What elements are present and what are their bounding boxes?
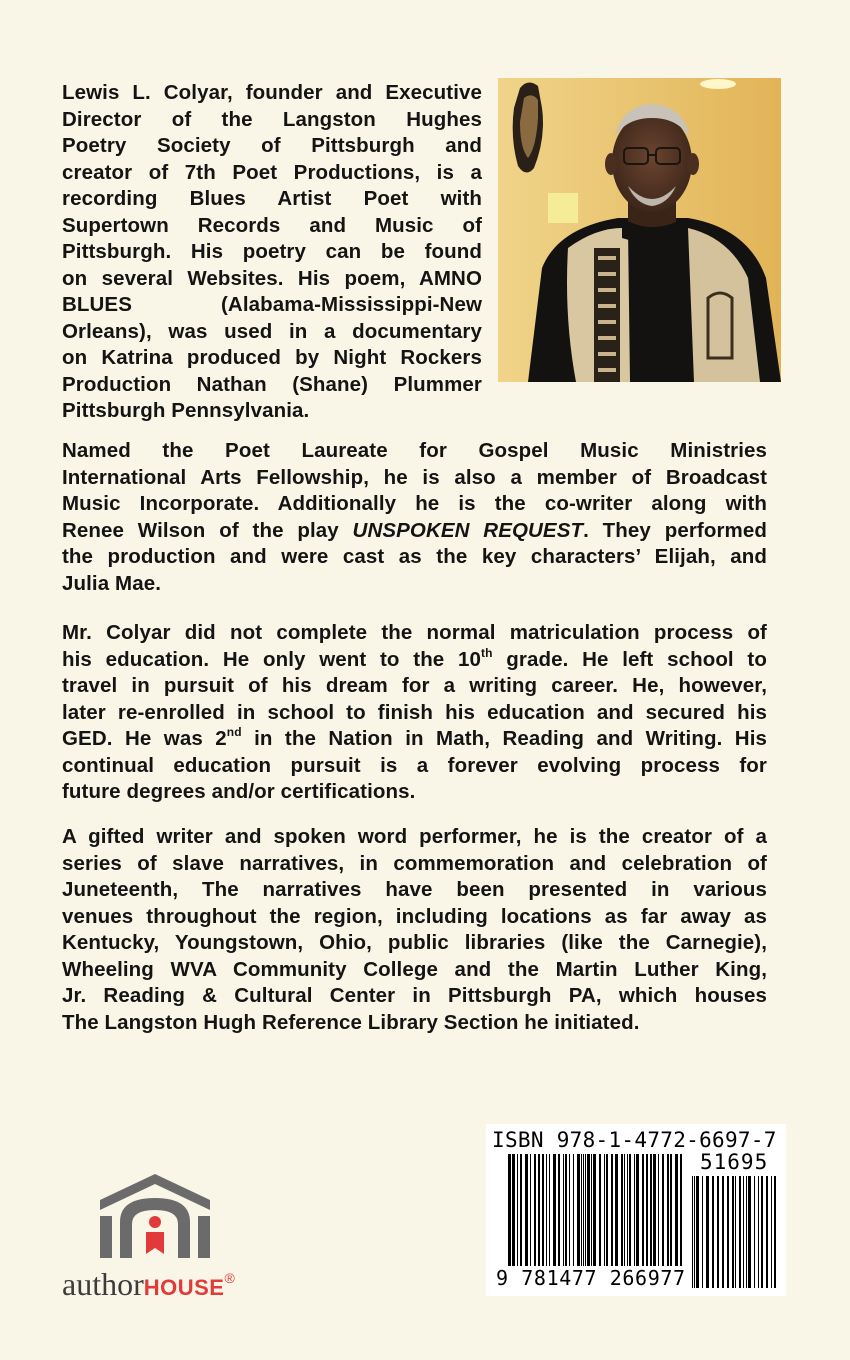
text-line: Juneteenth, The narratives have been presented in various — [62, 878, 767, 901]
barcode-bar — [761, 1176, 763, 1288]
text-line: Poetry Society of Pittsburgh and — [62, 134, 482, 157]
barcode-bar — [739, 1176, 741, 1288]
barcode-bar — [771, 1176, 772, 1288]
barcode-bar — [583, 1154, 584, 1266]
text-line: A gifted writer and spoken word performer, he is the creator of a — [62, 825, 767, 848]
barcode-bar — [593, 1154, 596, 1266]
superscript: nd — [226, 725, 242, 740]
text-line: Mr. Colyar did not complete the normal matriculation process of — [62, 621, 767, 644]
text-segment: Renee Wilson of the play — [62, 518, 353, 542]
barcode-bar — [748, 1176, 751, 1288]
isbn-label: ISBN 978-1-4772-6697-7 — [492, 1128, 777, 1152]
barcode-bar — [512, 1154, 515, 1266]
barcode-bar — [520, 1154, 522, 1266]
isbn-barcode — [486, 1124, 786, 1296]
text-line: Julia Mae. — [62, 571, 161, 595]
barcode-bar — [735, 1176, 736, 1288]
text-segment: . They performed — [583, 518, 767, 542]
barcode-bar — [621, 1154, 623, 1266]
barcode-bar — [599, 1154, 601, 1266]
barcode-bar — [587, 1154, 590, 1266]
text-line: Kentucky, Youngstown, Ohio, public libraries (like the Carnegie), — [62, 931, 767, 954]
barcode-bar — [712, 1176, 714, 1288]
barcode-bar — [727, 1176, 729, 1288]
barcode-bar — [680, 1154, 682, 1266]
barcode-bar — [646, 1154, 648, 1266]
text-line: Lewis L. Colyar, founder and Executive — [62, 81, 482, 104]
barcode-bar — [696, 1176, 699, 1288]
barcode-bar — [538, 1154, 540, 1266]
barcode-bar — [542, 1154, 544, 1266]
barcode-bar — [615, 1154, 618, 1266]
barcode-bar — [692, 1176, 693, 1288]
text-line: on several Websites. His poem, AMNO — [62, 266, 482, 290]
text-line: International Arts Fellowship, he is also a member of Broadcast — [62, 465, 767, 489]
text-line: Music Incorporate. Additionally he is the co-writer along with — [62, 492, 767, 515]
barcode-bar — [546, 1154, 547, 1266]
barcode-bar — [565, 1154, 567, 1266]
author-photo — [498, 78, 781, 382]
barcode-bar — [585, 1154, 586, 1266]
barcode-bar — [573, 1154, 574, 1266]
text-segment: GED. He was 2 — [62, 727, 227, 750]
barcode-addon-number: 51695 — [700, 1150, 769, 1174]
text-line: venues throughout the region, including locations as far away as — [62, 904, 767, 928]
publisher-name — [62, 1266, 235, 1303]
publisher-name-prefix: author — [62, 1266, 144, 1302]
barcode-bar — [604, 1154, 605, 1266]
authorhouse-logo-icon — [96, 1170, 214, 1262]
barcode-bar — [634, 1154, 635, 1266]
barcode-bar — [517, 1154, 518, 1266]
barcode-bar — [642, 1154, 644, 1266]
barcode-bar — [675, 1154, 678, 1266]
barcode-bar — [534, 1154, 536, 1266]
text-line: Supertown Records and Music of — [62, 213, 482, 237]
barcode-bar — [606, 1154, 608, 1266]
superscript: th — [481, 645, 493, 660]
barcode-bar — [569, 1154, 570, 1266]
bio-paragraph-1 — [62, 80, 482, 425]
text-line: Production Nathan (Shane) Plummer — [62, 372, 482, 396]
text-line: series of slave narratives, in commemoration and celebration of — [62, 851, 767, 875]
barcode-bar — [563, 1154, 564, 1266]
text-line: Named the Poet Laureate for Gospel Music Ministries — [62, 439, 767, 462]
text-segment: in the Nation in Math, Reading and Writing. His — [241, 727, 767, 750]
text-line: The Langston Hugh Reference Library Section he initiated. — [62, 1010, 640, 1034]
barcode-bar — [754, 1176, 755, 1288]
bio-paragraph-4 — [62, 824, 767, 1036]
barcode-bar — [553, 1154, 556, 1266]
barcode-bar — [717, 1176, 719, 1288]
barcode-bar — [706, 1176, 709, 1288]
text-line — [62, 726, 767, 753]
text-line: BLUES (Alabama-Mississippi-New — [62, 293, 482, 316]
text-line: on Katrina produced by Night Rockers — [62, 346, 482, 369]
publisher-name-suffix: HOUSE — [143, 1275, 225, 1300]
text-line: Orleans), was used in a documentary — [62, 319, 482, 343]
text-line: recording Blues Artist Poet with — [62, 187, 482, 210]
barcode-bar — [758, 1176, 759, 1288]
bio-paragraph-2 — [62, 438, 767, 597]
barcode-bar — [508, 1154, 511, 1266]
barcode-bar — [549, 1154, 550, 1266]
barcode-bar — [525, 1154, 528, 1266]
barcode-bar — [591, 1154, 592, 1266]
barcode-bar — [653, 1154, 656, 1266]
text-line: travel in pursuit of his dream for a writing career. He, however, — [62, 674, 767, 697]
text-line: Director of the Langston Hughes — [62, 107, 482, 131]
text-segment: grade. He left school to — [492, 647, 767, 671]
barcode-bar — [722, 1176, 724, 1288]
barcode-bar — [530, 1154, 531, 1266]
barcode-bar — [627, 1154, 628, 1266]
text-segment: his education. He only went to the 10 — [62, 647, 482, 671]
barcode-bar — [611, 1154, 613, 1266]
registered-mark: ® — [224, 1270, 235, 1286]
barcode-bar — [766, 1176, 768, 1288]
barcode-bar — [650, 1154, 652, 1266]
barcode-ean-number: 9 781477 266977 — [496, 1266, 686, 1290]
barcode-bar — [629, 1154, 631, 1266]
barcode-bar — [577, 1154, 580, 1266]
text-line: Wheeling WVA Community College and the Martin Luther King, — [62, 957, 767, 981]
play-title: UNSPOKEN REQUEST — [352, 518, 584, 542]
barcode-bar — [774, 1176, 776, 1288]
text-line — [62, 647, 767, 674]
barcode-bar — [558, 1154, 560, 1266]
barcode-bar — [743, 1176, 744, 1288]
text-line: the production and were cast as the key characters’ Elijah, and — [62, 545, 767, 568]
text-line — [62, 518, 767, 545]
text-line: Jr. Reading & Cultural Center in Pittsburgh PA, which houses — [62, 984, 767, 1007]
barcode-bar — [658, 1154, 659, 1266]
barcode-bar — [746, 1176, 747, 1288]
barcode-bar — [624, 1154, 625, 1266]
barcode-bar — [662, 1154, 664, 1266]
text-line: Pittsburgh. His poetry can be found — [62, 240, 482, 263]
barcode-bar — [702, 1176, 703, 1288]
text-line: Pittsburgh Pennsylvania. — [62, 399, 310, 422]
barcode-bar — [732, 1176, 734, 1288]
text-line: future degrees and/or certifications. — [62, 780, 416, 803]
barcode-bar — [667, 1154, 669, 1266]
barcode-bar — [694, 1176, 695, 1288]
text-line: continual education pursuit is a forever evolving process for — [62, 753, 767, 777]
barcode-bar — [581, 1154, 582, 1266]
bio-paragraph-3 — [62, 620, 767, 806]
barcode-bar — [636, 1154, 639, 1266]
text-line: later re-enrolled in school to finish his education and secured his — [62, 700, 767, 724]
text-line: creator of 7th Poet Productions, is a — [62, 160, 482, 184]
barcode-bar — [670, 1154, 672, 1266]
